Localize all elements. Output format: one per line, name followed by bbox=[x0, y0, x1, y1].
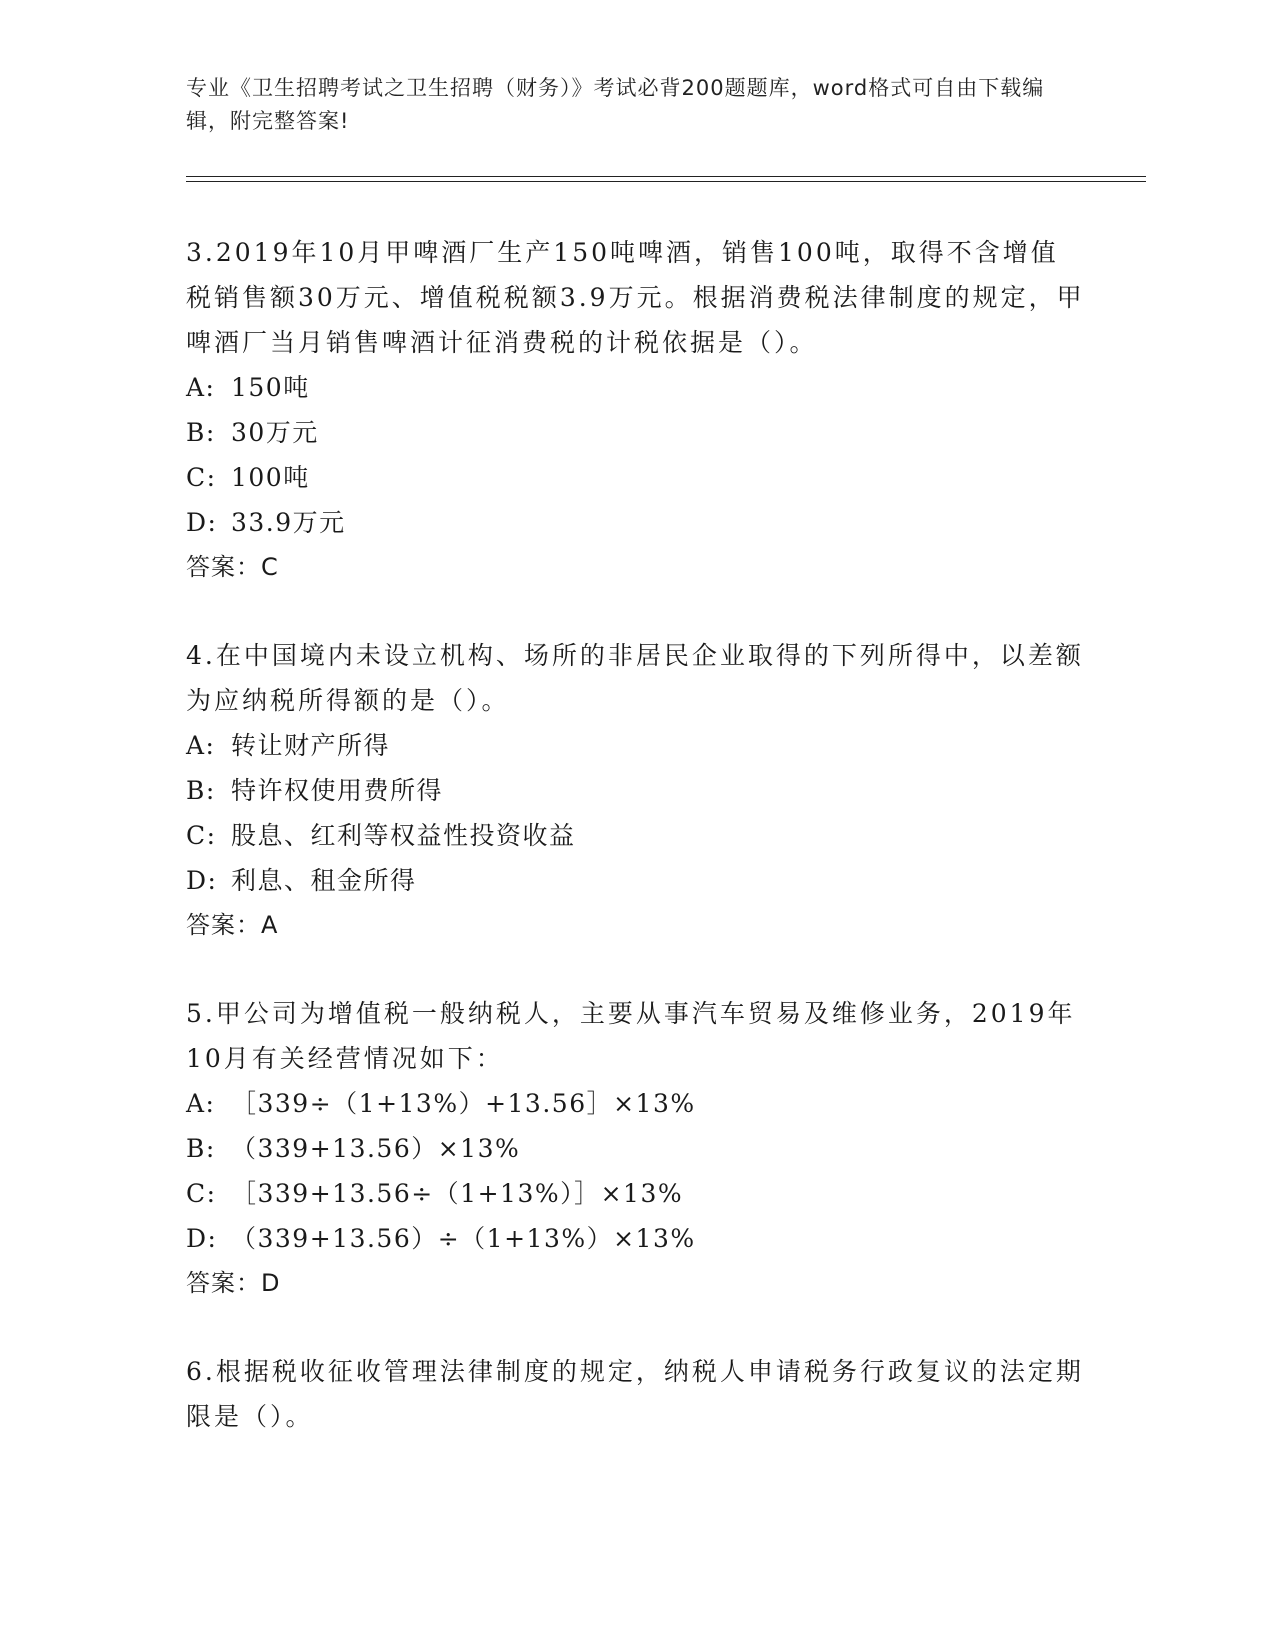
option-letter: D: bbox=[186, 1224, 218, 1253]
option-text: 150吨 bbox=[231, 373, 310, 402]
option-text: （339+13.56）×13% bbox=[231, 1134, 521, 1163]
option-letter: B: bbox=[186, 418, 216, 447]
option-text: 33.9万元 bbox=[231, 508, 346, 537]
header-divider-bottom bbox=[186, 181, 1146, 182]
option-letter: D: bbox=[186, 866, 218, 895]
answer: 答案：D bbox=[186, 1269, 281, 1297]
option-a bbox=[186, 365, 1086, 410]
option-a bbox=[186, 723, 1086, 768]
question-3 bbox=[186, 230, 1086, 590]
option-c bbox=[186, 455, 1086, 500]
option-text: ［339+13.56÷（1+13%）］×13% bbox=[231, 1179, 684, 1208]
option-d bbox=[186, 858, 1086, 903]
option-letter: C: bbox=[186, 1179, 217, 1208]
question-6 bbox=[186, 1349, 1086, 1439]
option-d bbox=[186, 500, 1086, 545]
question-stem: 5.甲公司为增值税一般纳税人，主要从事汽车贸易及维修业务，2019年10月有关经营情况如下： bbox=[186, 999, 1076, 1073]
question-stem: 6.根据税收征收管理法律制度的规定，纳税人申请税务行政复议的法定期限是（）。 bbox=[186, 1357, 1084, 1431]
option-text: 股息、红利等权益性投资收益 bbox=[231, 821, 576, 850]
option-letter: B: bbox=[186, 776, 216, 805]
option-letter: C: bbox=[186, 463, 217, 492]
option-letter: A: bbox=[186, 373, 216, 402]
option-text: （339+13.56）÷（1+13%）×13% bbox=[231, 1224, 696, 1253]
answer: 答案：C bbox=[186, 553, 279, 581]
question-stem: 4.在中国境内未设立机构、场所的非居民企业取得的下列所得中，以差额为应纳税所得额的是（）。 bbox=[186, 641, 1084, 715]
question-4 bbox=[186, 633, 1086, 948]
option-d bbox=[186, 1216, 1086, 1261]
answer: 答案：A bbox=[186, 911, 279, 939]
option-letter: A: bbox=[186, 1089, 216, 1118]
option-text: 利息、租金所得 bbox=[231, 866, 417, 895]
question-stem: 3.2019年10月甲啤酒厂生产150吨啤酒，销售100吨，取得不含增值税销售额30万元、增值税税额3.9万元。根据消费税法律制度的规定，甲啤酒厂当月销售啤酒计征消费税的计税依据是（）。 bbox=[186, 238, 1085, 357]
option-text: 特许权使用费所得 bbox=[231, 776, 444, 805]
question-5 bbox=[186, 991, 1086, 1306]
header-divider-top bbox=[186, 176, 1146, 177]
option-b bbox=[186, 1126, 1086, 1171]
option-letter: B: bbox=[186, 1134, 216, 1163]
option-text: ［339÷（1+13%）+13.56］×13% bbox=[231, 1089, 696, 1118]
option-c bbox=[186, 1171, 1086, 1216]
option-letter: C: bbox=[186, 821, 217, 850]
option-letter: D: bbox=[186, 508, 218, 537]
option-a bbox=[186, 1081, 1086, 1126]
document-header: 专业《卫生招聘考试之卫生招聘（财务）》考试必背200题题库，word格式可自由下载编辑，附完整答案! bbox=[186, 76, 1045, 133]
option-text: 转让财产所得 bbox=[231, 731, 391, 760]
option-text: 30万元 bbox=[231, 418, 319, 447]
option-letter: A: bbox=[186, 731, 216, 760]
option-text: 100吨 bbox=[231, 463, 310, 492]
question-list bbox=[186, 230, 1086, 1482]
option-b bbox=[186, 410, 1086, 455]
option-b bbox=[186, 768, 1086, 813]
option-c bbox=[186, 813, 1086, 858]
